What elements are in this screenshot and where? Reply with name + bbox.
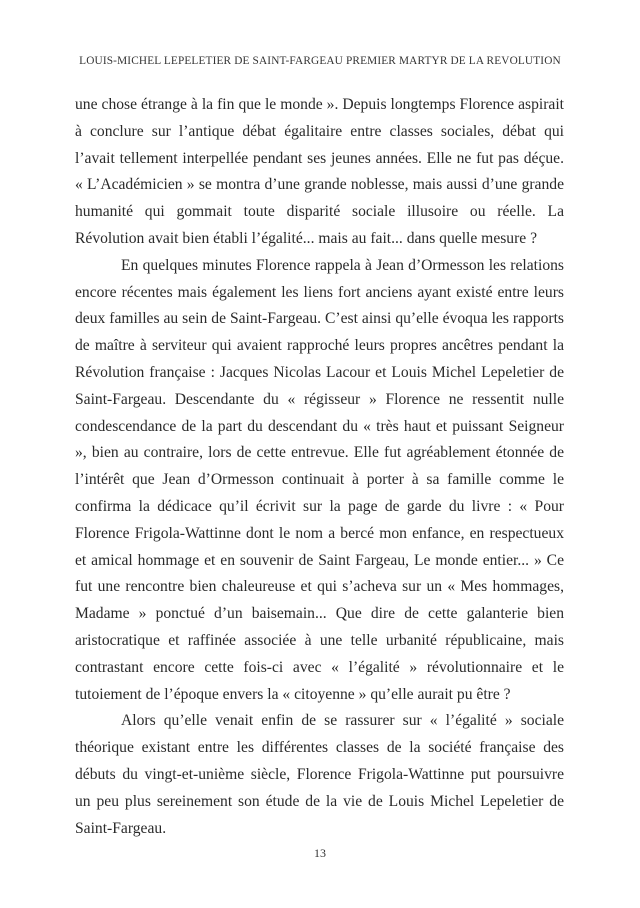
paragraph-conclusion: Alors qu’elle venait enfin de se rassurer sur « l’égalité » sociale théorique existant entre les différentes classes de la société française des débuts du vingt-et-unième siècle, Florence Frigola-Wattinne put poursuivre un peu plus sereinement son étude de la vie de Louis Michel Lepeletier de Saint-Fargeau.: [75, 712, 564, 837]
running-header: LOUIS-MICHEL LEPELETIER DE SAINT-FARGEAU PREMIER MARTYR DE LA REVOLUTION: [79, 55, 561, 67]
body-text: [75, 92, 564, 842]
page-number: 13: [314, 846, 326, 860]
paragraph-continued: une chose étrange à la fin que le monde ». Depuis longtemps Florence aspirait à conclure sur l’antique débat égalitaire entre classes sociales, débat qui l’avait tellement interpellée pendant ses jeunes années. Elle ne fut pas déçue. « L’Académicien » se montra d’une grande noblesse, mais aussi d’une grande humanité qui gommait toute disparité sociale illusoire ou réelle. La Révolution avait bien établi l’égalité... mais au fait... dans quelle mesure ?: [75, 96, 564, 247]
paragraph-meeting: En quelques minutes Florence rappela à Jean d’Ormesson les relations encore récentes mais également les liens fort anciens ayant existé entre leurs deux familles au sein de Saint-Fargeau. C’est ainsi qu’elle évoqua les rapports de maître à serviteur qui avaient rapproché leurs propres ancêtres pendant la Révolution française : Jacques Nicolas Lacour et Louis Michel Lepeletier de Saint-Fargeau. Descendante du « régisseur » Florence ne ressentit nulle condescendance de la part du descendant du « très haut et puissant Seigneur », bien au contraire, lors de cette entrevue. Elle fut agréablement étonnée de l’intérêt que Jean d’Ormesson continuait à porter à sa famille comme le confirma la dédicace qu’il écrivit sur la page de garde du livre : « Pour Florence Frigola-Wattinne dont le nom a bercé mon enfance, en respectueux et amical hommage et en souvenir de Saint Fargeau, Le monde entier... » Ce fut une rencontre bien chaleureuse et qui s’acheva sur un « Mes hommages, Madame » ponctué d’un baisemain... Que dire de cette galanterie bien aristocratique et raffinée associée à une telle urbanité républicaine, mais contrastant encore cette fois-ci avec « l’égalité » révolutionnaire et le tutoiement de l’époque envers la « citoyenne » qu’elle aurait pu être ?: [75, 256, 564, 703]
